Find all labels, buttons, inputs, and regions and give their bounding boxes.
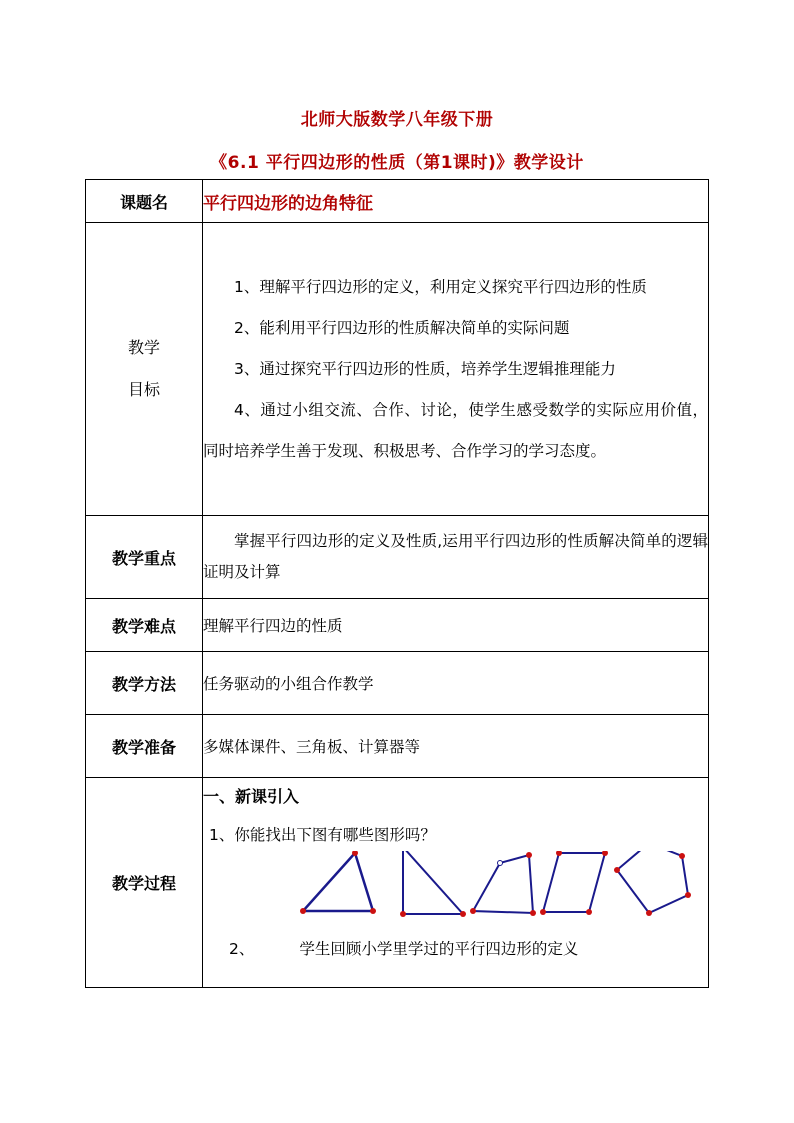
question-2 (203, 937, 708, 959)
goal-item: 4、通过小组交流、合作、讨论，使学生感受数学的实际应用价值，同时培养学生善于发现、积极思考、合作学习的学习态度。 (203, 400, 708, 460)
method-value: 任务驱动的小组合作教学 (203, 652, 709, 715)
goal-item: 1、理解平行四边形的定义，利用定义探究平行四边形的性质 (234, 277, 647, 296)
row-preparation (86, 715, 709, 778)
key-point-value: 掌握平行四边形的定义及性质,运用平行四边形的性质解决简单的逻辑证明及计算 (203, 532, 708, 581)
key-point-label: 教学重点 (86, 516, 203, 599)
row-goals (86, 223, 709, 516)
shapes-figure (203, 851, 703, 933)
section-heading: 一、新课引入 (203, 787, 300, 806)
process-content (203, 778, 709, 988)
row-method (86, 652, 709, 715)
difficulty-label: 教学难点 (86, 599, 203, 652)
quadrilateral-shape (470, 852, 536, 916)
goals-label-line1: 教学 (127, 338, 160, 357)
question-2-number: 2、 (229, 940, 255, 958)
goals-content (203, 223, 709, 516)
parallelogram-shape (540, 851, 608, 915)
row-difficulty (86, 599, 709, 652)
document-subtitle: 《6.1 平行四边形的性质（第1课时)》教学设计 (210, 153, 584, 173)
goals-label-line2: 目标 (127, 380, 160, 399)
question-1: 1、你能找出下图有哪些图形吗？ (209, 826, 436, 844)
right-triangle-shape (400, 851, 466, 917)
lesson-plan-table (85, 179, 709, 988)
preparation-label: 教学准备 (86, 715, 203, 778)
document-title: 北师大版数学八年级下册 (300, 110, 494, 130)
goal-item: 2、能利用平行四边形的性质解决简单的实际问题 (234, 318, 570, 337)
pentagon-shape (614, 851, 691, 916)
process-label: 教学过程 (86, 778, 203, 988)
preparation-value: 多媒体课件、三角板、计算器等 (203, 715, 709, 778)
triangle-shape (300, 851, 376, 914)
row-topic (86, 180, 709, 223)
question-2-text: 学生回顾小学里学过的平行四边形的定义 (299, 940, 579, 958)
topic-value: 平行四边形的边角特征 (203, 193, 373, 214)
goal-item: 3、通过探究平行四边形的性质，培养学生逻辑推理能力 (234, 359, 616, 378)
topic-label: 课题名 (86, 180, 203, 223)
difficulty-value: 理解平行四边的性质 (203, 599, 709, 652)
row-process (86, 778, 709, 988)
method-label: 教学方法 (86, 652, 203, 715)
row-key-point (86, 516, 709, 599)
goals-label (86, 223, 203, 516)
